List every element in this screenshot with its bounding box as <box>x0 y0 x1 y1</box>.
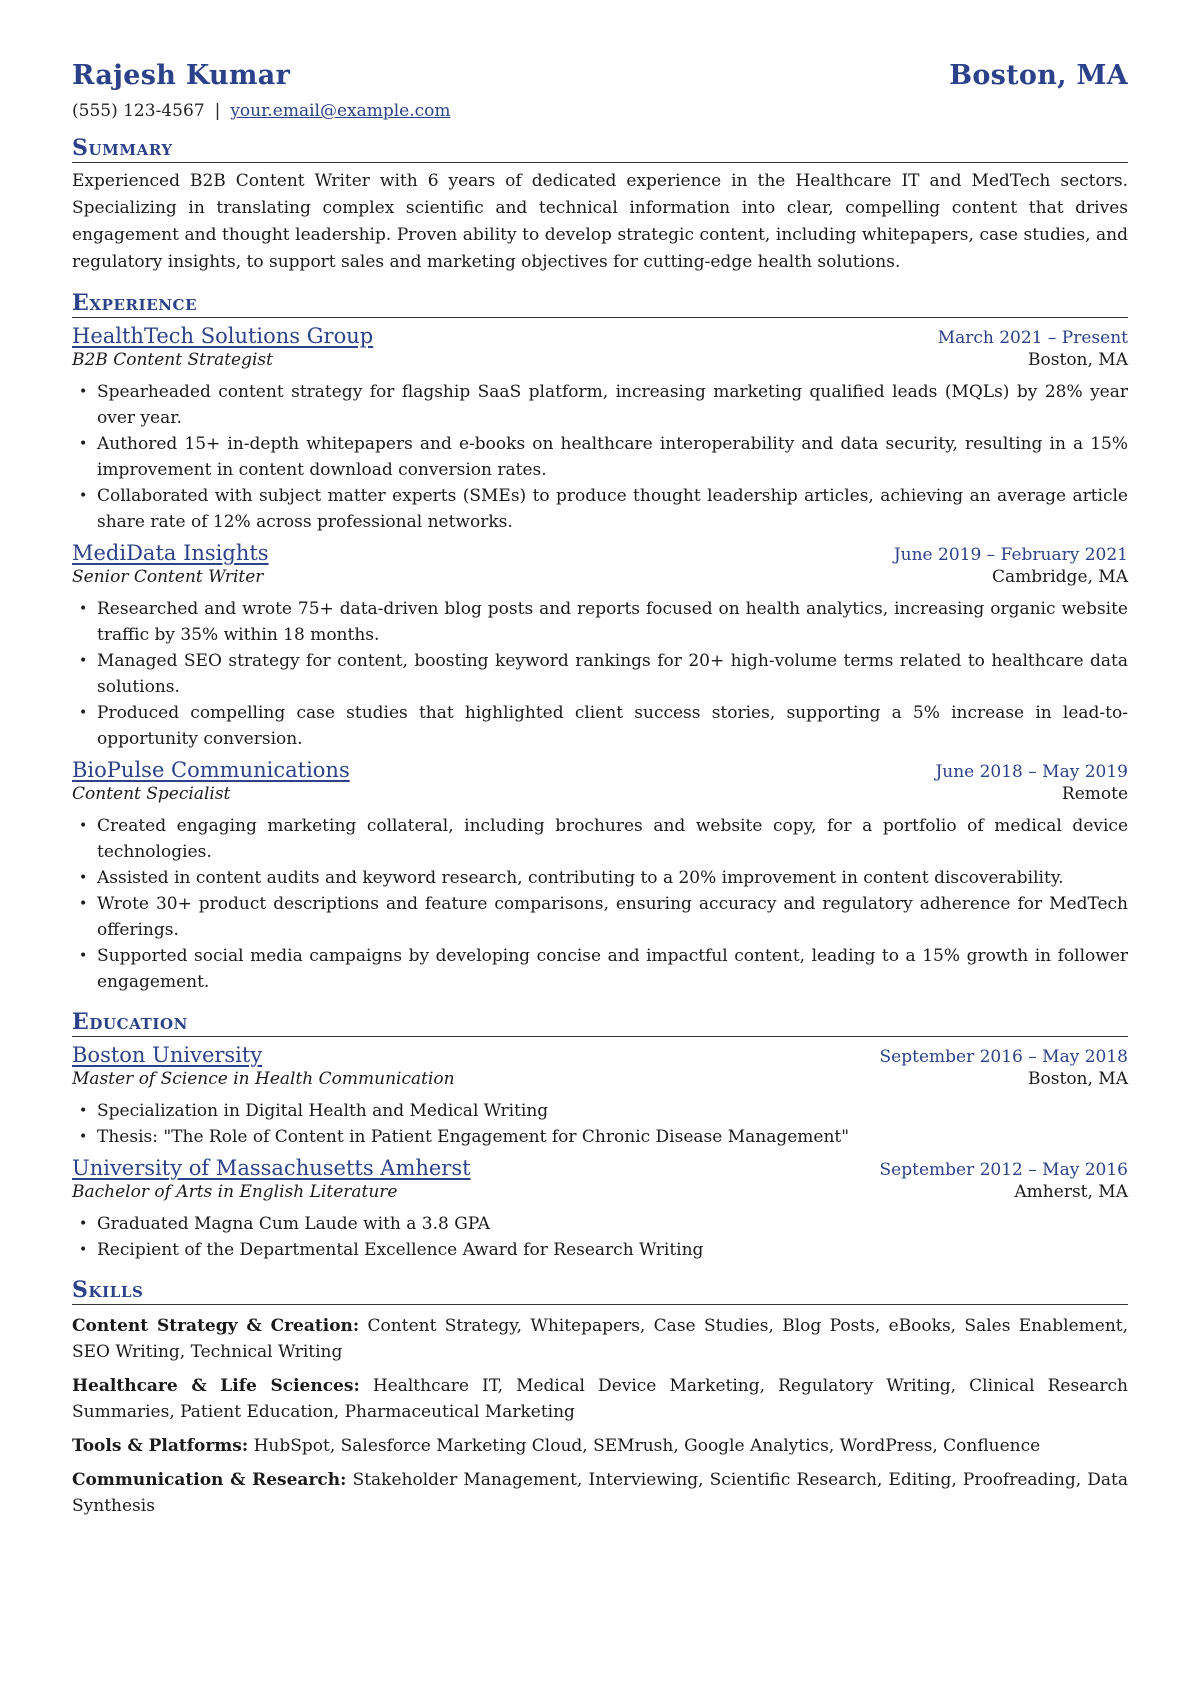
achievement-item: • Authored 15+ in-depth whitepapers and e-books on healthcare interoperability and data security, resulting in a 15% improvement in content download conversion rates. <box>72 431 1128 483</box>
job-title: B2B Content Strategist <box>72 350 273 370</box>
achievement-item: • Spearheaded content strategy for flagship SaaS platform, increasing marketing qualified leads (MQLs) by 28% year over year. <box>72 379 1128 431</box>
achievement-item: • Supported social media campaigns by developing concise and impactful content, leading to a 15% growth in follower engagement. <box>72 943 1128 995</box>
achievement-item: • Collaborated with subject matter experts (SMEs) to produce thought leadership articles, achieving an average article share rate of 12% across professional networks. <box>72 483 1128 535</box>
achievement-item: • Wrote 30+ product descriptions and feature comparisons, ensuring accuracy and regulatory adherence for MedTech offerings. <box>72 891 1128 943</box>
contact-separator: | <box>214 101 221 121</box>
skill-group-text: HubSpot, Salesforce Marketing Cloud, SEMrush, Google Analytics, WordPress, Confluence <box>253 1436 1041 1456</box>
education-entry <box>72 1043 1128 1150</box>
skill-group <box>72 1467 1128 1519</box>
skill-group-label: Content Strategy & Creation: <box>72 1316 360 1336</box>
achievement-list <box>72 596 1128 752</box>
employment-dates: June 2019 – February 2021 <box>893 545 1128 565</box>
achievement-list <box>72 813 1128 995</box>
experience-entry <box>72 324 1128 535</box>
study-dates: September 2016 – May 2018 <box>879 1047 1128 1067</box>
skill-group-text: Content Strategy, Whitepapers, Case Studies, Blog Posts, eBooks, Sales Enablement, SEO Writing, Technical Writing <box>72 1316 1129 1362</box>
employer-link[interactable]: MediData Insights <box>72 541 269 565</box>
resume-header <box>72 60 1128 91</box>
study-dates: September 2012 – May 2016 <box>879 1160 1128 1180</box>
section-title-summary: Summary <box>72 135 1128 163</box>
job-location: Remote <box>1061 784 1128 804</box>
employment-dates: June 2018 – May 2019 <box>935 762 1128 782</box>
skill-group-text: Stakeholder Management, Interviewing, Scientific Research, Editing, Proofreading, Data Synthesis <box>72 1470 1128 1516</box>
job-title: Senior Content Writer <box>72 567 264 587</box>
skill-group <box>72 1313 1128 1365</box>
summary-text: Experienced B2B Content Writer with 6 years of dedicated experience in the Healthcare IT and MedTech sectors. Specializing in translating complex scientific and technical information into clear, compelling content that drives engagement and thought leadership. Proven ability to develop strategic content, including whitepapers, case studies, and regulatory insights, to support sales and marketing objectives for cutting-edge health solutions. <box>72 171 1128 272</box>
achievement-list <box>72 379 1128 535</box>
education-entry <box>72 1156 1128 1263</box>
school-link[interactable]: Boston University <box>72 1043 263 1067</box>
achievement-item: • Created engaging marketing collateral, including brochures and website copy, for a portfolio of medical device technologies. <box>72 813 1128 865</box>
section-title-skills: Skills <box>72 1277 1128 1305</box>
skill-group-label: Tools & Platforms: <box>72 1436 249 1456</box>
experience-entry <box>72 758 1128 995</box>
education-detail-item: • Recipient of the Departmental Excellence Award for Research Writing <box>72 1237 1128 1263</box>
employment-dates: March 2021 – Present <box>937 328 1128 348</box>
phone-number: (555) 123-4567 <box>72 101 205 121</box>
skill-group-text: Healthcare IT, Medical Device Marketing, Regulatory Writing, Clinical Research Summaries, Patient Education, Pharmaceutical Marketing <box>72 1376 1128 1422</box>
candidate-name: Rajesh Kumar <box>72 60 291 91</box>
job-location: Cambridge, MA <box>991 567 1128 587</box>
degree-title: Bachelor of Arts in English Literature <box>72 1182 398 1202</box>
experience-entry <box>72 541 1128 752</box>
section-title-education: Education <box>72 1009 1128 1037</box>
achievement-item: • Managed SEO strategy for content, boosting keyword rankings for 20+ high-volume terms related to healthcare data solutions. <box>72 648 1128 700</box>
achievement-item: • Researched and wrote 75+ data-driven blog posts and reports focused on health analytics, increasing organic website traffic by 35% within 18 months. <box>72 596 1128 648</box>
skill-group-label: Communication & Research: <box>72 1470 347 1490</box>
education-detail-item: • Specialization in Digital Health and Medical Writing <box>72 1098 1128 1124</box>
section-title-experience: Experience <box>72 290 1128 318</box>
skill-group-label: Healthcare & Life Sciences: <box>72 1376 360 1396</box>
education-detail-list <box>72 1211 1128 1263</box>
employer-link[interactable]: HealthTech Solutions Group <box>72 324 374 348</box>
education-detail-list <box>72 1098 1128 1150</box>
email-link[interactable]: your.email@example.com <box>230 101 451 121</box>
achievement-item: • Assisted in content audits and keyword research, contributing to a 20% improvement in content discoverability. <box>72 865 1128 891</box>
degree-title: Master of Science in Health Communication <box>72 1069 455 1089</box>
school-link[interactable]: University of Massachusetts Amherst <box>72 1156 471 1180</box>
employer-link[interactable]: BioPulse Communications <box>72 758 350 782</box>
job-title: Content Specialist <box>72 784 231 804</box>
skill-group <box>72 1373 1128 1425</box>
education-detail-item: • Graduated Magna Cum Laude with a 3.8 GPA <box>72 1211 1128 1237</box>
contact-line <box>72 101 1128 121</box>
job-location: Boston, MA <box>1028 350 1128 370</box>
school-location: Boston, MA <box>1028 1069 1128 1089</box>
school-location: Amherst, MA <box>1014 1182 1128 1202</box>
achievement-item: • Produced compelling case studies that highlighted client success stories, supporting a 5% increase in lead-to-opportunity conversion. <box>72 700 1128 752</box>
candidate-location: Boston, MA <box>949 60 1128 91</box>
education-detail-item: • Thesis: "The Role of Content in Patient Engagement for Chronic Disease Management" <box>72 1124 1128 1150</box>
resume-page <box>72 60 1128 1519</box>
skill-group <box>72 1433 1128 1459</box>
